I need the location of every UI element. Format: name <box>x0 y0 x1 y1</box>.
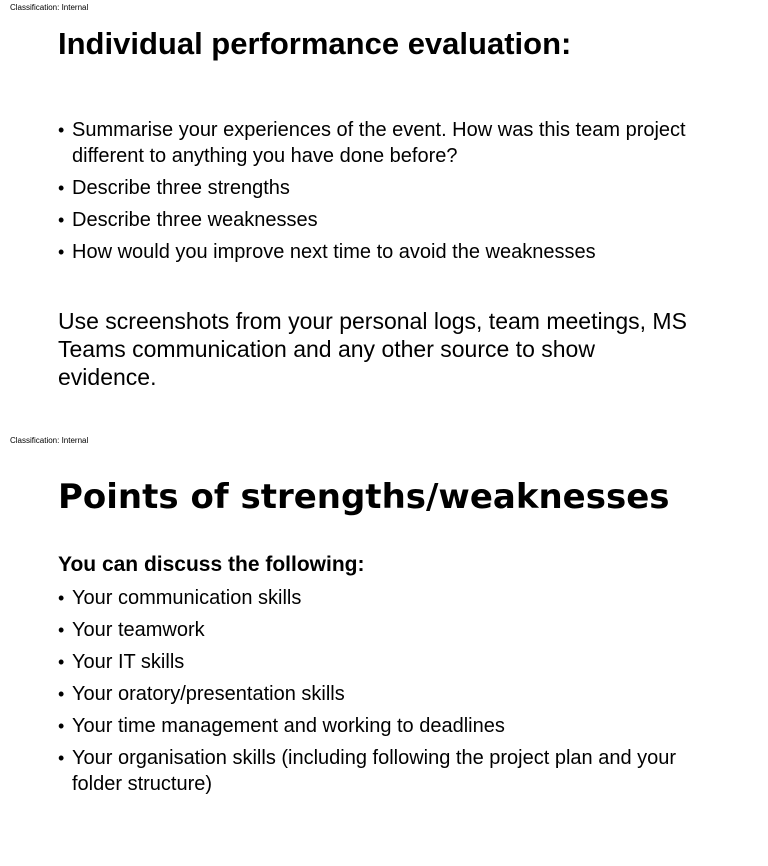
list-item: • How would you improve next time to avoid the weaknesses <box>58 239 688 265</box>
list-item: • Your organisation skills (including following the project plan and your folder structure) <box>58 745 718 797</box>
list-item: • Describe three weaknesses <box>58 207 688 233</box>
bullet-list <box>58 117 688 271</box>
classification-label: Classification: Internal <box>10 3 89 12</box>
list-item: • Your teamwork <box>58 617 718 643</box>
list-item: • Your communication skills <box>58 585 718 611</box>
list-item: • Summarise your experiences of the event. How was this team project different to anything you have done before? <box>58 117 688 169</box>
list-item: • Your IT skills <box>58 649 718 675</box>
list-item: • Your oratory/presentation skills <box>58 681 718 707</box>
bullet-list <box>58 585 718 803</box>
list-item: • Describe three strengths <box>58 175 688 201</box>
classification-label: Classification: Internal <box>10 436 89 445</box>
subheading: You can discuss the following: <box>58 553 365 576</box>
evidence-paragraph: Use screenshots from your personal logs, team meetings, MS Teams communication and any other source to show evidence. <box>58 308 687 390</box>
list-item: • Your time management and working to deadlines <box>58 713 718 739</box>
slide-title: Points of strengths/weaknesses <box>58 477 670 517</box>
slide-title: Individual performance evaluation: <box>58 26 572 61</box>
slide-2 <box>0 433 768 866</box>
